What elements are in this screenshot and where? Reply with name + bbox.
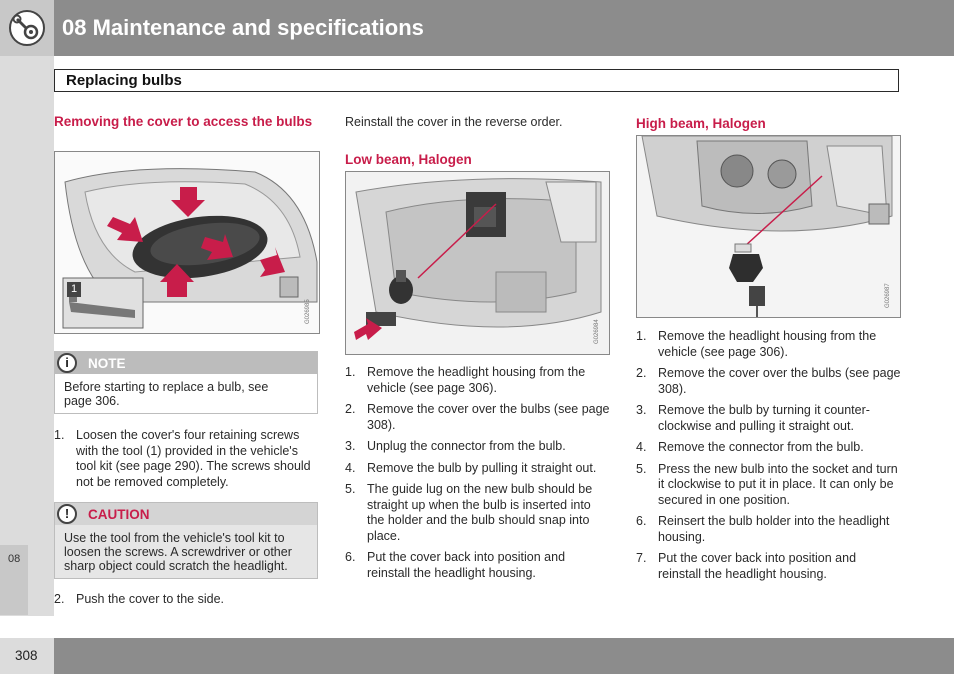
step-text: Remove the cover over the bulbs (see page 308). bbox=[658, 366, 901, 396]
step-text: Remove the connector from the bulb. bbox=[658, 440, 864, 454]
note-label: NOTE bbox=[88, 356, 126, 371]
list-item bbox=[636, 462, 902, 509]
step-number: 6. bbox=[345, 550, 356, 564]
list-item bbox=[54, 592, 320, 608]
wrench-gear-icon bbox=[8, 9, 46, 47]
step-number: 5. bbox=[345, 482, 356, 496]
step-text: Put the cover back into position and reinstall the headlight housing. bbox=[367, 550, 566, 580]
col3-steps bbox=[636, 329, 902, 582]
step-number: 4. bbox=[345, 460, 356, 475]
caution-box bbox=[54, 502, 318, 579]
left-margin-strip bbox=[0, 56, 54, 616]
heading-removing-cover: Removing the cover to access the bulbs bbox=[54, 114, 313, 129]
list-item bbox=[636, 329, 902, 360]
note-info-icon: i bbox=[57, 353, 77, 373]
list-item bbox=[636, 366, 902, 397]
step-number: 2. bbox=[345, 402, 356, 416]
list-item bbox=[636, 551, 902, 582]
list-item bbox=[345, 482, 611, 544]
step-number: 3. bbox=[345, 439, 356, 453]
caution-exclamation-icon: ! bbox=[57, 504, 77, 524]
heading-low-beam: Low beam, Halogen bbox=[345, 152, 472, 167]
list-item bbox=[636, 440, 902, 456]
step-text: Remove the bulb by turning it counter-clockwise and pulling it straight out. bbox=[658, 403, 870, 433]
step-number: 7. bbox=[636, 551, 647, 565]
step-number: 4. bbox=[636, 440, 647, 454]
list-item bbox=[345, 365, 611, 396]
chapter-icon-box bbox=[0, 0, 54, 56]
note-header bbox=[55, 352, 317, 374]
list-item bbox=[345, 461, 611, 477]
step-number: 6. bbox=[636, 514, 647, 528]
heading-high-beam: High beam, Halogen bbox=[636, 116, 766, 131]
col1-steps bbox=[54, 428, 320, 490]
list-item bbox=[636, 514, 902, 545]
step-number: 2. bbox=[54, 592, 65, 606]
header-bar bbox=[54, 0, 954, 56]
figure-code: G026984 bbox=[594, 319, 600, 344]
column-1 bbox=[54, 114, 320, 130]
figure-code: G026985 bbox=[305, 299, 311, 324]
step-text: Remove the headlight housing from the vehicle (see page 306). bbox=[658, 329, 877, 359]
step-text: Put the cover back into position and reinstall the headlight housing. bbox=[658, 551, 857, 581]
list-item bbox=[54, 428, 320, 490]
caution-text: Use the tool from the vehicle's tool kit to loosen the screws. A screwdriver or other sharp object could scratch the headlight. bbox=[55, 525, 317, 578]
caution-header bbox=[55, 503, 317, 525]
chapter-tab: 08 bbox=[0, 545, 28, 615]
figure-callout-1: 1 bbox=[67, 282, 81, 297]
page-title: 08 Maintenance and specifications bbox=[62, 15, 424, 40]
col1-steps-continued bbox=[54, 592, 320, 608]
list-item bbox=[345, 550, 611, 581]
step-text: Remove the cover over the bulbs (see page 308). bbox=[367, 402, 610, 432]
reinstall-note: Reinstall the cover in the reverse order. bbox=[345, 115, 563, 129]
col2-steps bbox=[345, 365, 611, 581]
figure-low-beam bbox=[345, 171, 610, 355]
step-number: 5. bbox=[636, 461, 647, 476]
step-number: 3. bbox=[636, 403, 647, 417]
figure-code: G026987 bbox=[885, 283, 891, 308]
section-header bbox=[54, 69, 899, 92]
note-text: Before starting to replace a bulb, see page 306. bbox=[64, 380, 269, 408]
note-box bbox=[54, 351, 318, 414]
step-number: 2. bbox=[636, 366, 647, 380]
step-text: Loosen the cover's four retaining screws with the tool (1) provided in the vehicle's tool kit (see page 290). The screws should not be removed completely. bbox=[76, 428, 311, 489]
step-text: Reinsert the bulb holder into the headlight housing. bbox=[658, 514, 890, 544]
step-text: Push the cover to the side. bbox=[76, 592, 225, 606]
list-item bbox=[345, 439, 611, 455]
section-title: Replacing bulbs bbox=[66, 72, 182, 89]
footer-bar bbox=[54, 638, 954, 674]
figure-headlight-cover bbox=[54, 151, 320, 334]
list-item bbox=[345, 402, 611, 433]
step-text: Remove the headlight housing from the vehicle (see page 306). bbox=[367, 365, 586, 395]
figure-high-beam bbox=[636, 135, 901, 318]
step-number: 1. bbox=[54, 428, 65, 442]
step-number: 1. bbox=[345, 365, 356, 379]
list-item bbox=[636, 403, 902, 434]
caution-label: CAUTION bbox=[88, 507, 150, 522]
step-text: Press the new bulb into the socket and turn it clockwise to put it in place. It can only be secured in one position. bbox=[658, 461, 898, 507]
step-text: Unplug the connector from the bulb. bbox=[367, 439, 566, 453]
step-text: The guide lug on the new bulb should be straight up when the bulb is inserted into the holder and the bulb should snap into place. bbox=[367, 482, 593, 543]
step-number: 1. bbox=[636, 329, 647, 343]
step-text: Remove the bulb by pulling it straight out. bbox=[367, 460, 597, 475]
page-number: 308 bbox=[0, 638, 54, 674]
